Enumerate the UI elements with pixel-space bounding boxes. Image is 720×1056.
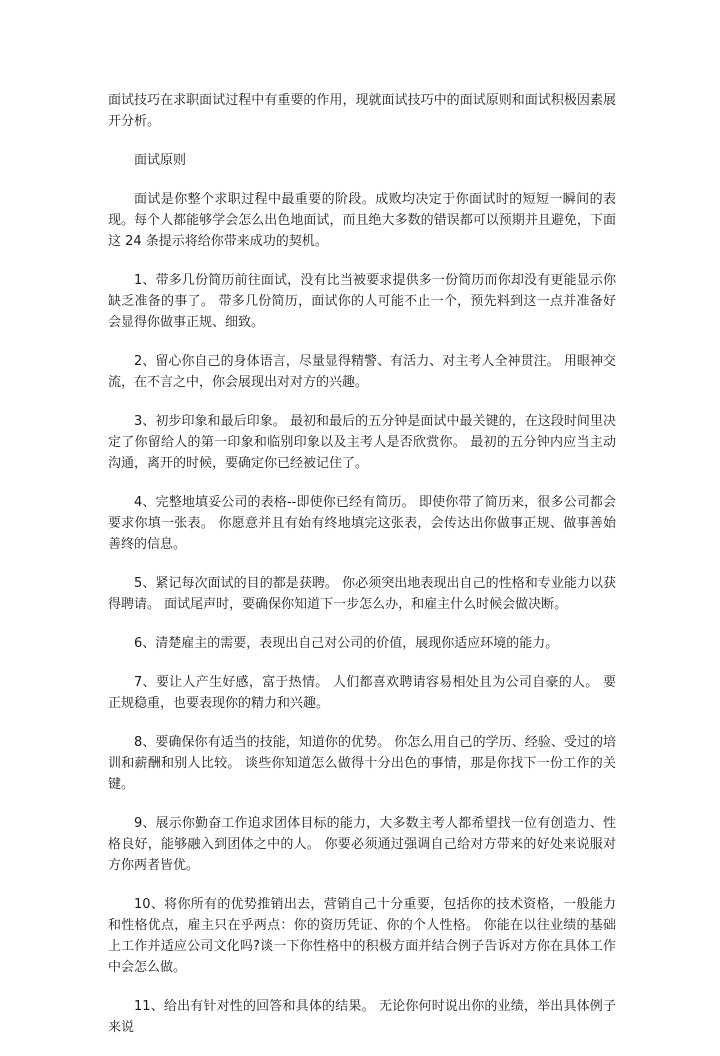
paragraph-tip-7: 7、要让人产生好感，富于热情。 人们都喜欢聘请容易相处且为公司自豪的人。 要正规稳重，也要表现你的精力和兴趣。 [108,675,616,711]
paragraph-tip-6: 6、清楚雇主的需要，表现出自己对公司的价值，展现你适应环境的能力。 [134,636,559,651]
section-heading: 面试原则 [134,153,187,168]
paragraph-tip-8: 8、要确保你有适当的技能，知道你的优势。 你怎么用自己的学历、经验、受过的培训和薪酬和别人比较。 谈些你知道怎么做得十分出色的事情，那是你找下一份工作的关键。 [108,735,616,792]
paragraph-tip-1: 1、带多几份简历前往面试，没有比当被要求提供多一份简历而你却没有更能显示你缺乏准备的事了。 带多几份简历，面试你的人可能不止一个，预先料到这一点并准备好会显得你做事正规、细致。 [108,273,616,330]
intro-paragraph: 面试技巧在求职面试过程中有重要的作用，现就面试技巧中的面试原则和面试积极因素展开分析。 [108,93,616,129]
paragraph-overview: 面试是你整个求职过程中最重要的阶段。成败均决定于你面试时的短短一瞬间的表现。每个人都能够学会怎么出色地面试，而且绝大多数的错误都可以预期并且避免，下面这 24 条提示将给你带来成功的契机。 [108,192,616,249]
paragraph-tip-2: 2、留心你自己的身体语言，尽量显得精警、有活力、对主考人全神贯注。 用眼神交流，在不言之中，你会展现出对对方的兴趣。 [108,354,616,390]
paragraph-tip-4: 4、完整地填妥公司的表格--即使你已经有简历。 即使你带了简历来，很多公司都会要求你填一张表。 你愿意并且有始有终地填完这张表，会传达出你做事正规、做事善始善终的信息。 [108,495,616,552]
paragraph-tip-10: 10、将你所有的优势推销出去，营销自己十分重要，包括你的技术资格，一般能力和性格优点，雇主只在乎两点：你的资历凭证、你的个人性格。 你能在以往业绩的基础上工作并适应公司文化吗?谈一下你性格中的积极方面并结合例子告诉对方你在具体工作中会怎么做。 [108,897,616,975]
document-body [108,90,616,1056]
paragraph-tip-9: 9、展示你勤奋工作追求团体目标的能力，大多数主考人都希望找一位有创造力、性格良好，能够融入到团体之中的人。 你要必须通过强调自己给对方带来的好处来说服对方你两者皆优。 [108,816,616,873]
paragraph-tip-5: 5、紧记每次面试的目的都是获聘。 你必须突出地表现出自己的性格和专业能力以获得聘请。 面试尾声时，要确保你知道下一步怎么办，和雇主什么时候会做决断。 [108,576,616,612]
paragraph-tip-3: 3、初步印象和最后印象。 最初和最后的五分钟是面试中最关键的，在这段时间里决定了你留给人的第一印象和临别印象以及主考人是否欣赏你。 最初的五分钟内应当主动沟通，离开的时候，要确定你已经被记住了。 [108,414,616,471]
paragraph-tip-11: 11、给出有针对性的回答和具体的结果。 无论你何时说出你的业绩，举出具体例子来说 [108,999,616,1035]
